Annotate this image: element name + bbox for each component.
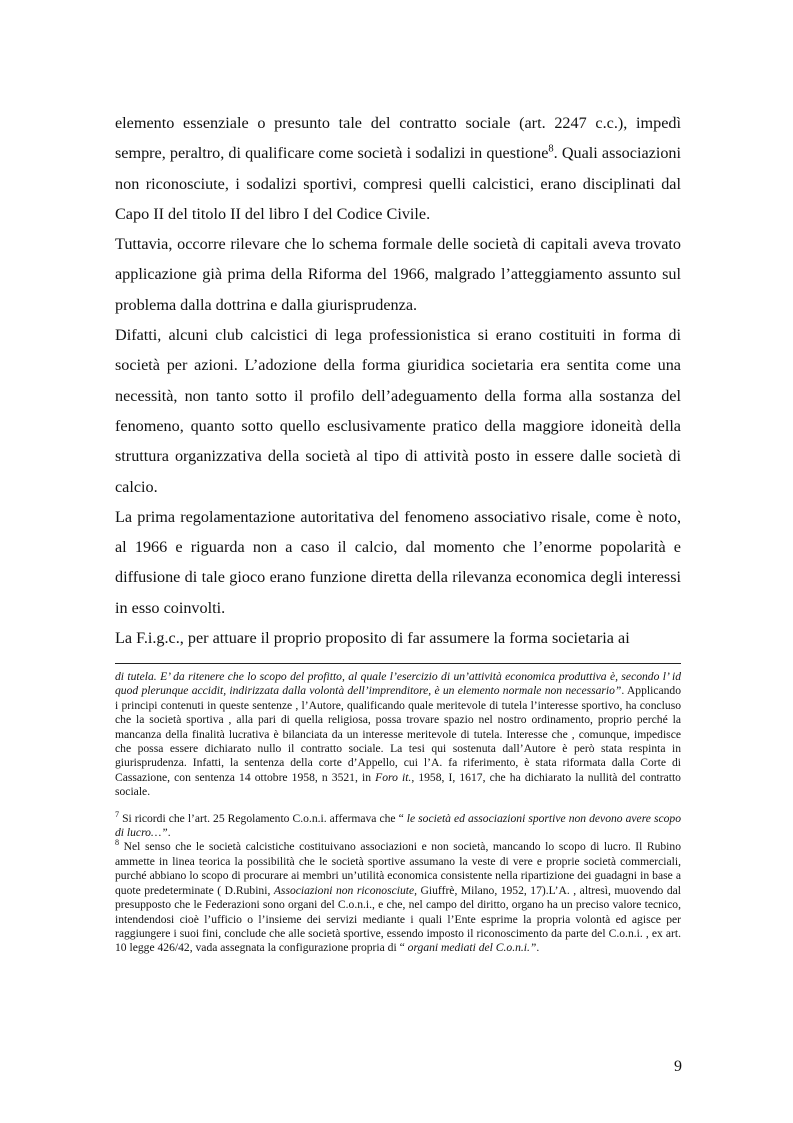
- paragraph-2: Tuttavia, occorre rilevare che lo schema formale delle società di capitali aveva trovato applicazione già prima della Riforma del 1966, malgrado l’atteggiamento assunto sul problema dalla dottrina e dalla giurisprudenza.: [115, 235, 681, 314]
- footnote-continuation: di tutela. E’ da ritenere che lo scopo del profitto, al quale l’esercizio di un’attività economica produttiva è, secondo l’ id quod plerunque accidit, indirizzata dalla volontà dell’imprenditore, è un elemento normale non necessario”. Applicando i principi contenuti in queste sentenze , l’Autore, qualificando quale meritevole di tutela l’interesse sportivo, ha concluso che la società sportiva , alla pari di quella religiosa, possa trovare spazio nel nostro ordinamento, proprio perché la mancanza della finalità lucrativa è bilanciata da un interesse meritevole di tutela. Interesse che , comunque, impedisce che possa essere dichiarato nullo il contratto sociale. La tesi qui sostenuta dall’Autore è però stata respinta in giurisprudenza. Infatti, la sentenza della corte d’Appello, cui l’A. fa riferimento, è stata riformata dalla Corte di Cassazione, con sentenza 14 ottobre 1958, n 3521, in Foro it., 1958, I, 1617, che ha dichiarato la nullità del contratto sociale.: [115, 670, 681, 799]
- paragraph-1: elemento essenziale o presunto tale del contratto sociale (art. 2247 c.c.), impedì sempre, peraltro, di qualificare come società i sodalizi in questione$^8$. Quali associazioni non riconosciute, i sodalizi sportivi, compresi quelli calcistici, erano disciplinati dal Capo II del titolo II del libro I del Codice Civile.: [115, 114, 682, 223]
- body-text: [115, 108, 681, 653]
- footnote-number: 7: [115, 809, 120, 819]
- paragraph-3: Difatti, alcuni club calcistici di lega professionistica si erano costituiti in forma di società per azioni. L’adozione della forma giuridica societaria era sentita come una necessità, non tanto sotto il profilo dell’adeguamento della forma alla sostanza del fenomeno, quanto sotto quello esclusivamente pratico della maggiore idoneità della struttura organizzativa della società al tipo di attività posto in essere dalle società di calcio.: [115, 326, 681, 496]
- footnote-separator: [115, 663, 681, 664]
- page-number: 9: [674, 1058, 682, 1075]
- footnotes: [115, 670, 681, 956]
- footnote-8: $^8$ Nel senso che le società calcistiche costituivano associazioni e non società, mancando lo scopo di lucro. Il Rubino ammette in linea teorica la possibilità che le società sportive assumano la veste di vere e proprie società commerciali, purché abbiano lo scopo di procurare ai membri un’utilità economica consistente nella ripartizione dei guadagni in base a quote predeterminate ( D.Rubini, Associazioni non riconosciute, Giuffrè, Milano, 1952, 17).L’A. , altresì, muovendo dal presupposto che le Federazioni sono organi del C.o.n.i., e che, nel campo del diritto, organo ha un preciso valore tecnico, intendendosi cioè l’ufficio o l’insieme dei servizi mediante i quali l’Ente esprime la propria volontà ed agisce per raggiungere i suoi fini, conclude che alle società sportive, essendo imposto il riconoscimento da parte del C.o.n.i. , ex art. 10 legge 426/42, vada assegnata la configurazione propria di “ organi mediati del C.o.n.i.”.: [115, 838, 681, 955]
- paragraph-4: La prima regolamentazione autoritativa del fenomeno associativo risale, come è noto, al 1966 e riguarda non a caso il calcio, dal momento che l’enorme popolarità e diffusione di tale gioco erano funzione diretta della rilevanza economica degli interessi in esso coinvolti.: [115, 507, 681, 617]
- footnote-7: $^7$ Si ricordi che l’art. 25 Regolamento C.o.n.i. affermava che “ le società ed associazioni sportive non devono avere scopo di lucro…”.: [115, 809, 681, 840]
- paragraph-5: La F.i.g.c., per attuare il proprio proposito di far assumere la forma societaria ai: [115, 629, 630, 648]
- footnote-ref-8[interactable]: 8: [548, 143, 554, 155]
- footnote-number: 8: [115, 838, 120, 848]
- footnote-gap: [115, 800, 681, 812]
